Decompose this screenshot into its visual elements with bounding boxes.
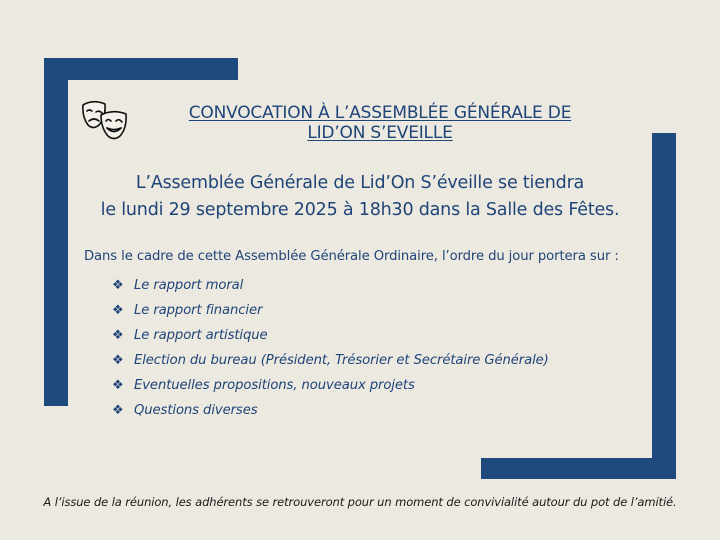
diamond-bullet-icon: ❖	[112, 328, 124, 343]
agenda-item-label: Le rapport moral	[134, 278, 244, 293]
list-item	[112, 373, 632, 398]
page-title	[150, 103, 610, 143]
diamond-bullet-icon: ❖	[112, 403, 124, 418]
list-item	[112, 323, 632, 348]
frame-corner-top-left-vertical	[44, 58, 68, 406]
footer-note: A l’issue de la réunion, les adhérents se retrouveront pour un moment de convivialité autour du pot de l’amitié.	[43, 495, 677, 509]
agenda-item-label: Le rapport artistique	[134, 328, 268, 343]
agenda-item-label: Le rapport financier	[134, 303, 263, 318]
announcement-line-2: le lundi 29 septembre 2025 à 18h30 dans la Salle des Fêtes.	[100, 200, 620, 220]
list-item	[112, 273, 632, 298]
agenda-item-label: Questions diverses	[134, 403, 258, 418]
frame-corner-bottom-right-vertical	[652, 133, 676, 479]
agenda-item-label: Eventuelles propositions, nouveaux projets	[134, 378, 415, 393]
theater-masks-icon	[79, 97, 131, 143]
title-line-2: LID’ON S’EVEILLE	[307, 123, 453, 143]
agenda-intro: Dans le cadre de cette Assemblée Générale Ordinaire, l’ordre du jour portera sur :	[84, 249, 619, 264]
diamond-bullet-icon: ❖	[112, 303, 124, 318]
diamond-bullet-icon: ❖	[112, 353, 124, 368]
agenda-list	[112, 273, 632, 423]
diamond-bullet-icon: ❖	[112, 378, 124, 393]
title-line-1: CONVOCATION À L’ASSEMBLÉE GÉNÉRALE DE	[188, 103, 572, 123]
diamond-bullet-icon: ❖	[112, 278, 124, 293]
frame-corner-bottom-right-horizontal	[481, 458, 676, 479]
agenda-item-label: Election du bureau (Président, Trésorier et Secrétaire Générale)	[134, 353, 549, 368]
announcement	[80, 170, 640, 224]
list-item	[112, 348, 632, 373]
list-item	[112, 398, 632, 423]
list-item	[112, 298, 632, 323]
announcement-line-1: L’Assemblée Générale de Lid’On S’éveille se tiendra	[135, 173, 585, 193]
frame-corner-top-left-horizontal	[44, 58, 238, 80]
